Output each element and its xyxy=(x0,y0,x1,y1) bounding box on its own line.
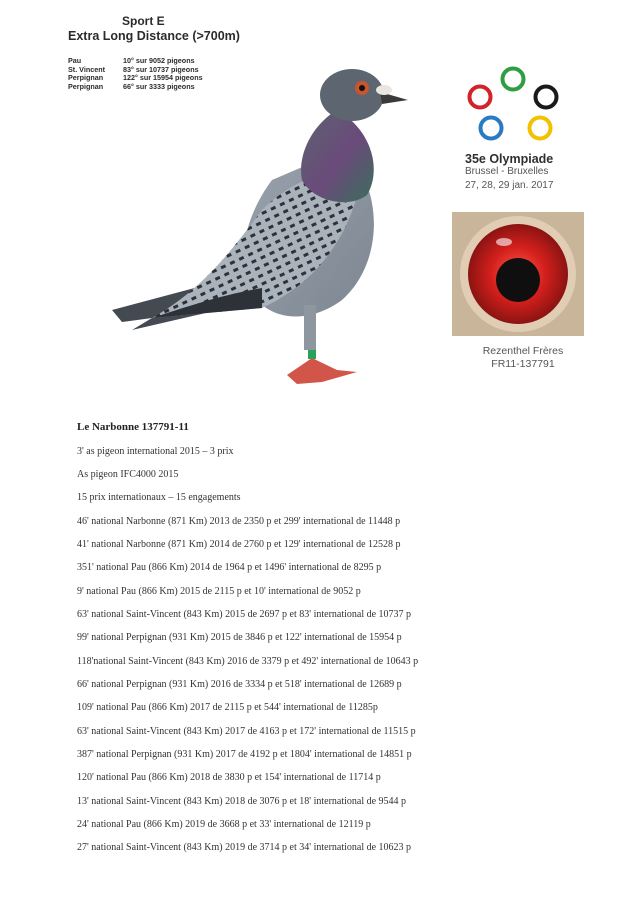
result-rank: 83° sur 10737 pigeons xyxy=(123,64,199,74)
distance-label: Extra Long Distance (>700m) xyxy=(68,29,240,43)
sport-category-label: Sport E xyxy=(122,14,165,28)
text-line: 120' national Pau (866 Km) 2018 de 3830 p et 154' international de 11714 p xyxy=(77,772,381,783)
pigeon-eye-photo xyxy=(452,212,584,336)
text-line: 24' national Pau (866 Km) 2019 de 3668 p et 33' international de 12119 p xyxy=(77,819,371,830)
text-line: 118'national Saint-Vincent (843 Km) 2016 de 3379 p et 492' international de 10643 p xyxy=(77,656,419,667)
ring-number: FR11-137791 xyxy=(491,358,555,370)
text-line: 46' national Narbonne (871 Km) 2013 de 2350 p et 299' international de 11448 p xyxy=(77,516,401,527)
olympiade-city: Brussel - Bruxelles xyxy=(465,166,549,177)
text-line: 13' national Saint-Vincent (843 Km) 2018 de 3076 p et 18' international de 9544 p xyxy=(77,796,407,807)
text-line: 27' national Saint-Vincent (843 Km) 2019 de 3714 p et 34' international de 10623 p xyxy=(77,842,412,853)
pigeon-name-heading: Le Narbonne 137791-11 xyxy=(77,421,189,433)
text-line: 66' national Perpignan (931 Km) 2016 de 3334 p et 518' international de 12689 p xyxy=(77,679,402,690)
text-line: 351' national Pau (866 Km) 2014 de 1964 p et 1496' international de 8295 p xyxy=(77,562,382,573)
text-line: 63' national Saint-Vincent (843 Km) 2017 de 4163 p et 172' international de 11515 p xyxy=(77,726,416,737)
result-place: St. Vincent xyxy=(68,64,106,74)
text-line: 99' national Perpignan (931 Km) 2015 de 3846 p et 122' international de 15954 p xyxy=(77,632,402,643)
text-line: 109' national Pau (866 Km) 2017 de 2115 p et 544' international de 11285p xyxy=(77,702,378,713)
result-rank: 122° sur 15954 pigeons xyxy=(123,73,203,83)
text-line: As pigeon IFC4000 2015 xyxy=(77,469,179,480)
result-place: Perpignan xyxy=(68,81,104,91)
result-place: Perpignan xyxy=(68,73,104,83)
text-line: 9' national Pau (866 Km) 2015 de 2115 p et 10' international de 9052 p xyxy=(77,586,361,597)
result-rank: 10° sur 9052 pigeons xyxy=(123,56,195,65)
owner-name: Rezenthel Frères xyxy=(482,345,564,357)
text-line: 15 prix internationaux – 15 engagements xyxy=(77,492,241,503)
text-line: 63' national Saint-Vincent (843 Km) 2015 de 2697 p et 83' international de 10737 p xyxy=(77,609,412,620)
text-line: 3' as pigeon international 2015 – 3 prix xyxy=(77,446,234,457)
result-rank: 66° sur 3333 pigeons xyxy=(123,81,195,91)
text-line: 387' national Perpignan (931 Km) 2017 de 4192 p et 1804' international de 14851 p xyxy=(77,749,412,760)
pigeon-photo xyxy=(112,60,422,395)
olympiade-date: 27, 28, 29 jan. 2017 xyxy=(465,180,554,191)
result-place: Pau xyxy=(68,56,82,65)
olympiade-title: 35e Olympiade xyxy=(465,152,554,166)
text-line: 41' national Narbonne (871 Km) 2014 de 2760 p et 129' international de 12528 p xyxy=(77,539,401,550)
